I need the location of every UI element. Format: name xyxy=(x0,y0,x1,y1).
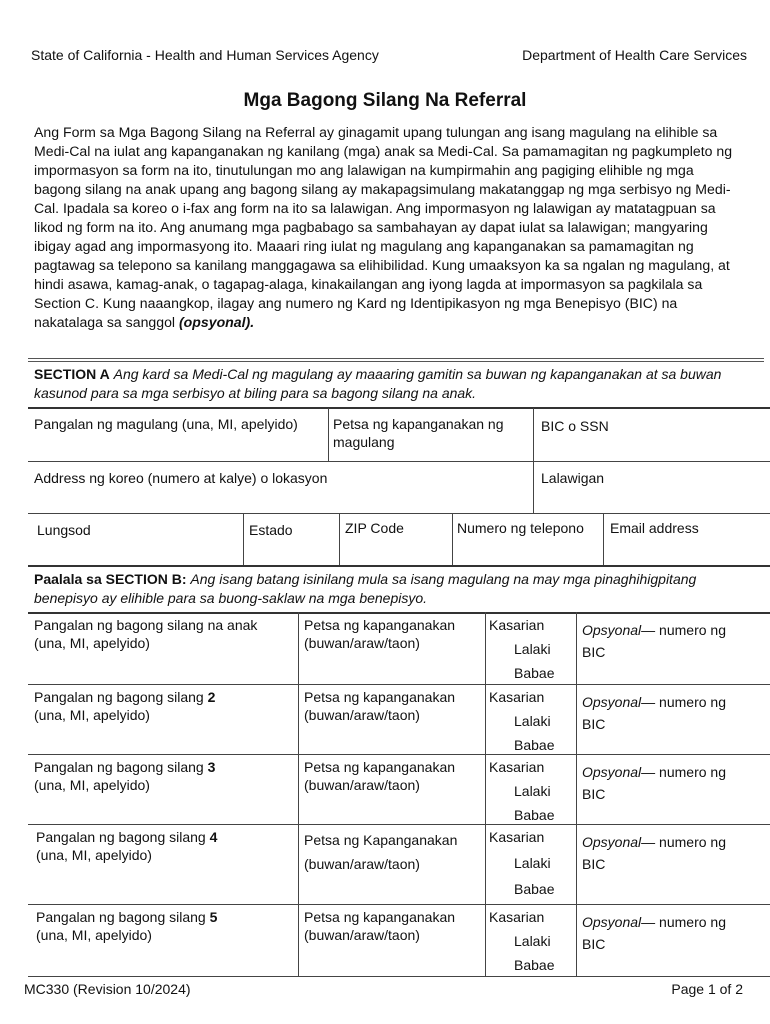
newborn-name-label: Pangalan ng bagong silang xyxy=(34,689,204,705)
newborn-name-field[interactable] xyxy=(34,758,292,794)
table-rule xyxy=(28,824,770,825)
sex-label: Kasarian xyxy=(489,909,545,925)
optional-label: Opsyonal xyxy=(582,622,642,638)
newborn-dob-sub: (buwan/araw/taon) xyxy=(304,856,420,872)
table-vrule xyxy=(576,904,577,976)
table-rule xyxy=(28,754,770,755)
county-field[interactable] xyxy=(541,469,761,487)
newborn-dob-field[interactable] xyxy=(304,758,482,794)
table-vrule xyxy=(243,514,244,565)
newborn-dob-label: Petsa ng kapanganakan xyxy=(304,689,456,705)
newborn-sex-field[interactable] xyxy=(489,908,573,974)
newborn-dob-label: Petsa ng kapanganakan xyxy=(304,759,456,775)
newborn-name-label: Pangalan ng bagong silang xyxy=(36,829,206,845)
sex-option-female[interactable]: Babae xyxy=(514,737,555,753)
optional-label: Opsyonal xyxy=(582,914,642,930)
newborn-dob-label: Petsa ng kapanganakan xyxy=(304,909,456,925)
sex-option-male[interactable]: Lalaki xyxy=(514,933,551,949)
section-a-text: Ang kard sa Medi-Cal ng magulang ay maaaring gamitin sa buwan ng kapanganakan at sa buwan kasunod para sa mga serbisyo at biling para sa bagong silang na anak. xyxy=(34,366,722,401)
city-label: Lungsod xyxy=(37,522,91,538)
newborn-name-sub: (una, MI, apelyido) xyxy=(36,847,152,863)
bic-ssn-label: BIC o SSN xyxy=(541,418,609,434)
sex-option-female[interactable]: Babae xyxy=(514,881,555,897)
form-title: Mga Bagong Silang Na Referral xyxy=(243,90,527,111)
address-label: Address ng koreo (numero at kalye) o lokasyon xyxy=(34,470,328,486)
table-vrule xyxy=(485,684,486,754)
parent-dob-label: Petsa ng kapanganakan ng magulang xyxy=(333,416,504,450)
zip-label: ZIP Code xyxy=(345,520,404,536)
parent-dob-field[interactable] xyxy=(333,415,528,451)
bic-label: BIC xyxy=(582,936,606,952)
bic-label: BIC xyxy=(582,856,606,872)
table-vrule xyxy=(298,612,299,684)
newborn-sex-field[interactable] xyxy=(489,688,573,754)
optional-label: Opsyonal xyxy=(582,694,642,710)
sex-label: Kasarian xyxy=(489,829,545,845)
table-rule xyxy=(28,461,770,462)
sex-option-female[interactable]: Babae xyxy=(514,957,555,973)
county-label: Lalawigan xyxy=(541,470,605,486)
page-number: Page 1 of 2 xyxy=(671,981,743,997)
newborn-bic-field[interactable] xyxy=(582,831,768,875)
newborn-number: 2 xyxy=(207,689,216,705)
address-field[interactable] xyxy=(34,469,524,487)
bic-ssn-field[interactable] xyxy=(541,417,761,435)
parent-name-field[interactable] xyxy=(34,415,324,433)
section-a-heading xyxy=(34,365,754,403)
newborn-dob-sub: (buwan/araw/taon) xyxy=(304,927,420,943)
newborn-number: 4 xyxy=(209,829,218,845)
newborn-number: 5 xyxy=(209,909,218,925)
intro-text: Ang Form sa Mga Bagong Silang na Referral ay ginagamit upang tulungan ang isang magulang na elihible sa Medi-Cal na iulat ang kapanganakan ng kanilang (mga) anak sa Medi-Cal. Sa pamamagitan ng pagkumpleto ng impormasyon sa form na ito, tinutulungan mo ang lalawigan na kumpirmahin ang pagiging elihible ng mga bagong silang na anak upang ang bagong silang ay makapagsimulang makatanggap ng mga serbisyo ng Medi-Cal. Ipadala sa koreo o i-fax ang form na ito sa lalawigan. Ang impormasyon ng lalawigan ay matatagpuan sa likod ng form na ito. Ang anumang mga pagbabago sa sambahayan ay dapat iulat sa lalawigan; mangyaring ibigay agad ang impormasyong ito. Maaari ring iulat ng magulang ang kapanganakan sa pamamagitan ng pagtawag sa telepono sa kanilang manggagawa sa elihibilidad. Kung umaaksyon ka sa ngalan ng magulang, at hindi asawa, kamag-anak, o tagapag-alaga, kinakailangan ang iyong lagda at impormasyon sa pagkilala sa Section C. Kung naaangkop, ilagay ang numero ng Kard ng Identipikasyon ng mga Benepisyo (BIC) na nakatalaga sa sanggol xyxy=(34,124,733,330)
intro-paragraph xyxy=(34,123,734,332)
sex-label: Kasarian xyxy=(489,759,545,775)
section-b-text: Ang isang batang isinilang mula sa isang magulang na may mga pinaghihigpitang benepisyo ay elihible para sa buong-saklaw na mga benepisyo. xyxy=(34,571,697,606)
optional-label: Opsyonal xyxy=(582,764,642,780)
email-field[interactable] xyxy=(610,519,765,537)
newborn-dob-field[interactable] xyxy=(304,688,482,724)
newborn-bic-field[interactable] xyxy=(582,761,768,805)
department-name: Department of Health Care Services xyxy=(522,47,747,63)
table-vrule xyxy=(298,754,299,824)
table-rule xyxy=(28,612,770,614)
newborn-sex-field[interactable] xyxy=(489,616,573,682)
newborn-name-label: Pangalan ng bagong silang xyxy=(36,909,206,925)
table-vrule xyxy=(328,408,329,461)
newborn-number: 3 xyxy=(207,759,216,775)
newborn-sex-field[interactable] xyxy=(489,758,573,824)
sex-option-male[interactable]: Lalaki xyxy=(514,783,551,799)
table-rule xyxy=(28,565,770,567)
newborn-dob-sub: (buwan/araw/taon) xyxy=(304,777,420,793)
newborn-name-sub: (una, MI, apelyido) xyxy=(34,707,150,723)
intro-emphasis: (opsyonal). xyxy=(178,314,255,330)
table-vrule xyxy=(452,514,453,565)
sex-label: Kasarian xyxy=(489,617,545,633)
bic-number-label: — numero ng xyxy=(641,764,726,780)
table-vrule xyxy=(485,904,486,976)
table-vrule xyxy=(485,612,486,684)
table-rule xyxy=(28,976,770,977)
table-rule xyxy=(28,904,770,905)
newborn-name-field[interactable] xyxy=(34,688,292,724)
table-vrule xyxy=(576,824,577,904)
newborn-name-field[interactable] xyxy=(34,616,292,652)
newborn-sex-field[interactable] xyxy=(489,828,573,898)
sex-option-male[interactable]: Lalaki xyxy=(514,855,551,871)
table-rule xyxy=(28,513,770,514)
bic-number-label: — numero ng xyxy=(641,694,726,710)
state-label: Estado xyxy=(249,522,293,538)
newborn-name-label: Pangalan ng bagong silang na anak xyxy=(34,617,258,633)
newborn-name-sub: (una, MI, apelyido) xyxy=(36,927,152,943)
table-vrule xyxy=(533,408,534,513)
table-vrule xyxy=(576,754,577,824)
state-field[interactable] xyxy=(249,521,337,539)
section-b-heading xyxy=(34,570,760,608)
table-vrule xyxy=(603,514,604,565)
newborn-dob-field[interactable] xyxy=(304,616,482,652)
bic-number-label: — numero ng xyxy=(641,622,726,638)
zip-field[interactable] xyxy=(345,519,450,537)
newborn-dob-field[interactable] xyxy=(304,908,482,944)
newborn-name-sub: (una, MI, apelyido) xyxy=(34,635,150,651)
phone-label: Numero ng telepono xyxy=(457,520,584,536)
sex-option-female[interactable]: Babae xyxy=(514,665,555,681)
table-vrule xyxy=(485,754,486,824)
sex-option-female[interactable]: Babae xyxy=(514,807,555,823)
newborn-dob-field[interactable] xyxy=(304,828,482,876)
sex-option-male[interactable]: Lalaki xyxy=(514,641,551,657)
table-vrule xyxy=(576,612,577,684)
section-a-lead: SECTION A xyxy=(34,366,110,382)
phone-field[interactable] xyxy=(457,519,602,537)
newborn-dob-label: Petsa ng Kapanganakan xyxy=(304,832,458,848)
newborn-name-field[interactable] xyxy=(36,828,294,864)
newborn-name-label: Pangalan ng bagong silang xyxy=(34,759,204,775)
newborn-name-sub: (una, MI, apelyido) xyxy=(34,777,150,793)
table-vrule xyxy=(298,684,299,754)
table-vrule xyxy=(485,824,486,904)
optional-label: Opsyonal xyxy=(582,834,642,850)
section-b-lead: Paalala sa SECTION B: xyxy=(34,571,187,587)
bic-label: BIC xyxy=(582,786,606,802)
newborn-name-field[interactable] xyxy=(36,908,294,944)
newborn-bic-field[interactable] xyxy=(582,619,768,663)
bic-number-label: — numero ng xyxy=(641,914,726,930)
newborn-dob-sub: (buwan/araw/taon) xyxy=(304,707,420,723)
table-vrule xyxy=(298,904,299,976)
parent-name-label: Pangalan ng magulang (una, MI, apelyido) xyxy=(34,416,298,432)
sex-option-male[interactable]: Lalaki xyxy=(514,713,551,729)
section-divider xyxy=(28,358,764,362)
sex-label: Kasarian xyxy=(489,689,545,705)
bic-label: BIC xyxy=(582,644,606,660)
agency-name: State of California - Health and Human Services Agency xyxy=(31,47,379,63)
city-field[interactable] xyxy=(37,521,237,539)
email-label: Email address xyxy=(610,520,699,536)
table-vrule xyxy=(576,684,577,754)
table-vrule xyxy=(339,514,340,565)
newborn-dob-label: Petsa ng kapanganakan xyxy=(304,617,456,633)
table-rule xyxy=(28,684,770,685)
newborn-bic-field[interactable] xyxy=(582,691,768,735)
newborn-dob-sub: (buwan/araw/taon) xyxy=(304,635,420,651)
newborn-bic-field[interactable] xyxy=(582,911,768,955)
form-id: MC330 (Revision 10/2024) xyxy=(24,981,191,997)
bic-label: BIC xyxy=(582,716,606,732)
bic-number-label: — numero ng xyxy=(641,834,726,850)
table-vrule xyxy=(298,824,299,904)
table-rule xyxy=(28,407,770,409)
